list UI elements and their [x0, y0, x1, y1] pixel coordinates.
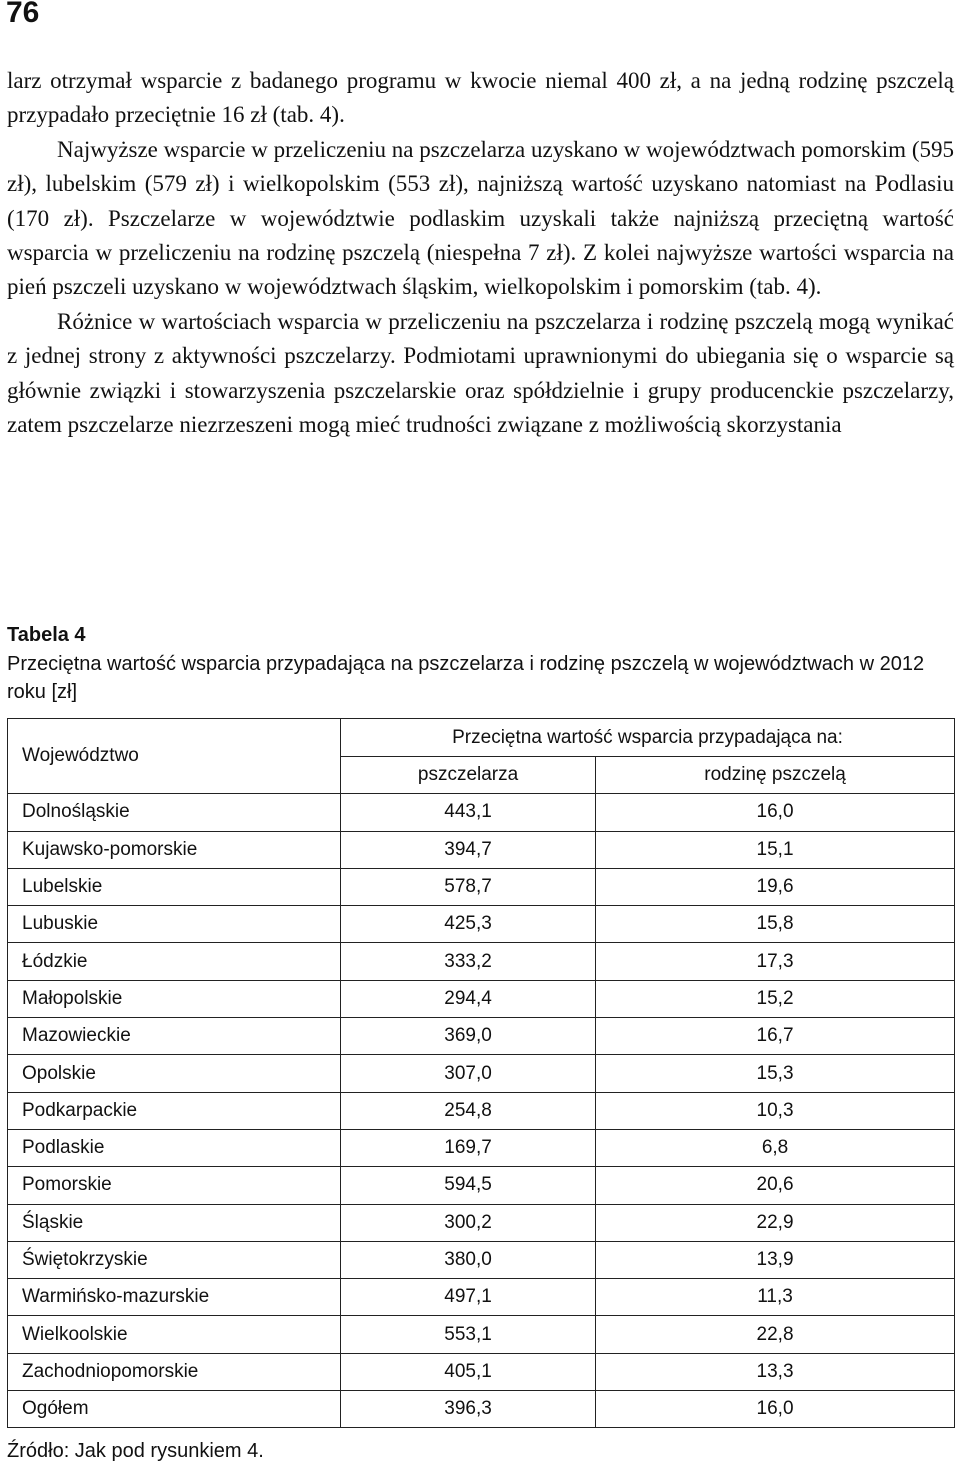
colony-value: 15,2 [596, 980, 955, 1017]
region-cell: Małopolskie [8, 980, 341, 1017]
table-row [8, 1018, 955, 1055]
table-row [8, 1129, 955, 1166]
beekeeper-value: 380,0 [341, 1241, 596, 1278]
header-colony: rodzinę pszczelą [596, 757, 955, 794]
table-row [8, 1204, 955, 1241]
region-cell: Śląskie [8, 1204, 341, 1241]
beekeeper-value: 333,2 [341, 943, 596, 980]
table-row [8, 943, 955, 980]
paragraph: Różnice w wartościach wsparcia w przeliczeniu na pszczelarza i rodzinę pszczelą mogą wynikać z jednej strony z aktywności pszczelarzy. Podmiotami uprawnionymi do ubiegania się o wsparcie są głównie związki i stowarzyszenia pszczelarskie oraz spółdzielnie i grupy producenckie pszczelarzy, zatem pszczelarze niezrzeszeni mogą mieć trudności związane z możliwością skorzystania [7, 308, 954, 438]
beekeeper-value: 294,4 [341, 980, 596, 1017]
region-cell: Ogółem [8, 1391, 341, 1428]
header-region: Województwo [8, 719, 341, 794]
region-cell: Podlaskie [8, 1129, 341, 1166]
colony-value: 15,3 [596, 1055, 955, 1092]
table-row [8, 868, 955, 905]
beekeeper-value: 443,1 [341, 794, 596, 831]
region-cell: Świętokrzyskie [8, 1241, 341, 1278]
colony-value: 22,9 [596, 1204, 955, 1241]
table-row [8, 1279, 955, 1316]
table-row [8, 1092, 955, 1129]
table-row [8, 1353, 955, 1390]
colony-value: 6,8 [596, 1129, 955, 1166]
beekeeper-value: 369,0 [341, 1018, 596, 1055]
region-cell: Opolskie [8, 1055, 341, 1092]
source-note: Źródło: Jak pod rysunkiem 4. [7, 1440, 264, 1462]
colony-value: 11,3 [596, 1279, 955, 1316]
colony-value: 13,3 [596, 1353, 955, 1390]
colony-value: 22,8 [596, 1316, 955, 1353]
region-cell: Dolnośląskie [8, 794, 341, 831]
colony-value: 10,3 [596, 1092, 955, 1129]
table-label: Tabela 4 [7, 624, 86, 646]
table-row [8, 1167, 955, 1204]
region-cell: Kujawsko-pomorskie [8, 831, 341, 868]
table-row [8, 794, 955, 831]
region-cell: Łódzkie [8, 943, 341, 980]
table-row [8, 1316, 955, 1353]
beekeeper-value: 594,5 [341, 1167, 596, 1204]
colony-value: 15,1 [596, 831, 955, 868]
header-group: Przeciętna wartość wsparcia przypadająca na: [341, 719, 955, 757]
support-table [7, 718, 955, 1428]
colony-value: 15,8 [596, 906, 955, 943]
beekeeper-value: 394,7 [341, 831, 596, 868]
region-cell: Mazowieckie [8, 1018, 341, 1055]
colony-value: 13,9 [596, 1241, 955, 1278]
table-row [8, 906, 955, 943]
table-row-total [8, 1391, 955, 1428]
table-row [8, 1055, 955, 1092]
table-caption: Przeciętna wartość wsparcia przypadająca na pszczelarza i rodzinę pszczelą w województwach w 2012 roku [zł] [7, 653, 925, 703]
table-row [8, 1241, 955, 1278]
beekeeper-value: 300,2 [341, 1204, 596, 1241]
paragraph: Najwyższe wsparcie w przeliczeniu na pszczelarza uzyskano w województwach pomorskim (595 zł), lubelskim (579 zł) i wielkopolskim (553 zł), najniższą wartość uzyskano natomiast na Podlasiu (170 zł). Pszczelarze w województwie podlaskim uzyskali także najniższą przeciętną wartość wsparcia w przeliczeniu na rodzinę pszczelą (niespełna 7 zł). Z kolei najwyższe wartości wsparcia na pień pszczeli uzyskano w województwach śląskim, wielkopolskim i pomorskim (tab. 4). [7, 136, 954, 300]
region-cell: Lubelskie [8, 868, 341, 905]
colony-value: 16,0 [596, 794, 955, 831]
region-cell: Zachodniopomorskie [8, 1353, 341, 1390]
table-row [8, 980, 955, 1017]
beekeeper-value: 553,1 [341, 1316, 596, 1353]
beekeeper-value: 307,0 [341, 1055, 596, 1092]
beekeeper-value: 578,7 [341, 868, 596, 905]
beekeeper-value: 497,1 [341, 1279, 596, 1316]
beekeeper-value: 169,7 [341, 1129, 596, 1166]
colony-value: 19,6 [596, 868, 955, 905]
colony-value: 17,3 [596, 943, 955, 980]
page-number: 76 [6, 0, 40, 29]
table-row [8, 831, 955, 868]
colony-value: 16,0 [596, 1391, 955, 1428]
beekeeper-value: 425,3 [341, 906, 596, 943]
paragraph: larz otrzymał wsparcie z badanego programu w kwocie niemal 400 zł, a na jedną rodzinę pszczelą przypadało przeciętnie 16 zł (tab. 4). [7, 68, 954, 128]
beekeeper-value: 396,3 [341, 1391, 596, 1428]
beekeeper-value: 405,1 [341, 1353, 596, 1390]
colony-value: 16,7 [596, 1018, 955, 1055]
beekeeper-value: 254,8 [341, 1092, 596, 1129]
region-cell: Wielkoolskie [8, 1316, 341, 1353]
region-cell: Podkarpackie [8, 1092, 341, 1129]
region-cell: Warmińsko-mazurskie [8, 1279, 341, 1316]
colony-value: 20,6 [596, 1167, 955, 1204]
region-cell: Pomorskie [8, 1167, 341, 1204]
body-text [7, 64, 954, 442]
header-beekeeper: pszczelarza [341, 757, 596, 794]
region-cell: Lubuskie [8, 906, 341, 943]
